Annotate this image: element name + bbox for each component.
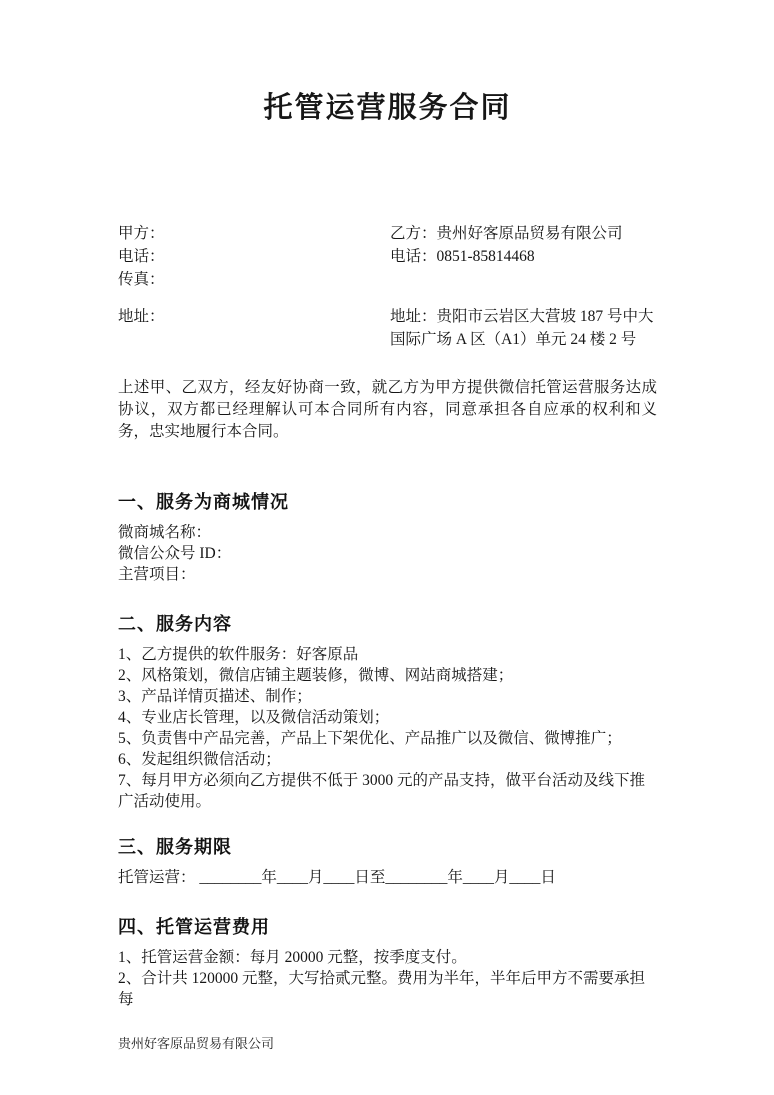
list-item: 5、负责售中产品完善，产品上下架优化、产品推广以及微信、微博推广； <box>118 730 622 747</box>
list-item: 3、产品详情页描述、制作； <box>118 688 312 705</box>
section-lines <box>118 867 657 889</box>
blank-line <box>118 291 390 305</box>
section-service-term <box>118 835 657 889</box>
party-a-phone-label: 电话： <box>118 248 165 265</box>
section-heading: 二、服务内容 <box>118 614 232 634</box>
party-b-name: 乙方：贵州好客原品贸易有限公司 <box>390 225 623 242</box>
list-item: 6、发起组织微信活动； <box>118 751 281 768</box>
section-lines <box>118 644 657 812</box>
term-fill-in-line: 托管运营： ________年____月____日至________年____月____日 <box>118 869 556 886</box>
list-item: 1、托管运营金额：每月 20000 元整，按季度支付。 <box>118 949 467 966</box>
section-lines <box>118 522 657 585</box>
party-b-column <box>390 222 657 351</box>
party-b-address-line2: 国际广场 A 区（A1）单元 24 楼 2 号 <box>390 331 637 348</box>
section-heading: 一、服务为商城情况 <box>118 492 289 512</box>
section-hosting-fee <box>118 915 657 1010</box>
list-item: 7、每月甲方必须向乙方提供不低于 3000 元的产品支持，做平台活动及线下推广活动使用。 <box>118 772 646 810</box>
footer-company: 贵州好客原品贸易有限公司 <box>118 1036 275 1051</box>
list-item: 4、专业店长管理，以及微信活动策划； <box>118 709 390 726</box>
party-a-column <box>118 222 390 351</box>
section-heading: 四、托管运营费用 <box>118 917 270 937</box>
page-content <box>0 88 774 1053</box>
parties-block <box>118 222 657 351</box>
intro-paragraph: 上述甲、乙双方，经友好协商一致，就乙方为甲方提供微信托管运营服务达成协议，双方都已经理解认可本合同所有内容，同意承担各自应承的权利和义务，忠实地履行本合同。 <box>118 379 657 440</box>
page-title: 托管运营服务合同 <box>263 92 512 124</box>
party-a-label: 甲方： <box>118 225 165 242</box>
field-mall-name: 微商城名称： <box>118 524 212 541</box>
party-b-address-line1: 地址：贵阳市云岩区大营坡 187 号中大 <box>390 308 654 325</box>
party-b-phone: 电话：0851-85814468 <box>390 248 535 265</box>
section-lines <box>118 947 657 1010</box>
section-heading: 三、服务期限 <box>118 837 232 857</box>
party-a-fax-label: 传真： <box>118 271 165 288</box>
blank-line <box>390 268 657 291</box>
list-item: 1、乙方提供的软件服务：好客原品 <box>118 646 359 663</box>
section-mall-info <box>118 490 657 585</box>
list-item: 2、风格策划，微信店铺主题装修，微博、网站商城搭建； <box>118 667 514 684</box>
blank-line <box>390 291 657 305</box>
section-service-content <box>118 612 657 812</box>
field-wechat-id: 微信公众号 ID： <box>118 545 232 562</box>
list-item: 2、合计共 120000 元整，大写拾贰元整。费用为半年，半年后甲方不需要承担每 <box>118 970 646 1008</box>
field-main-business: 主营项目： <box>118 566 196 583</box>
party-a-address-label: 地址： <box>118 308 165 325</box>
